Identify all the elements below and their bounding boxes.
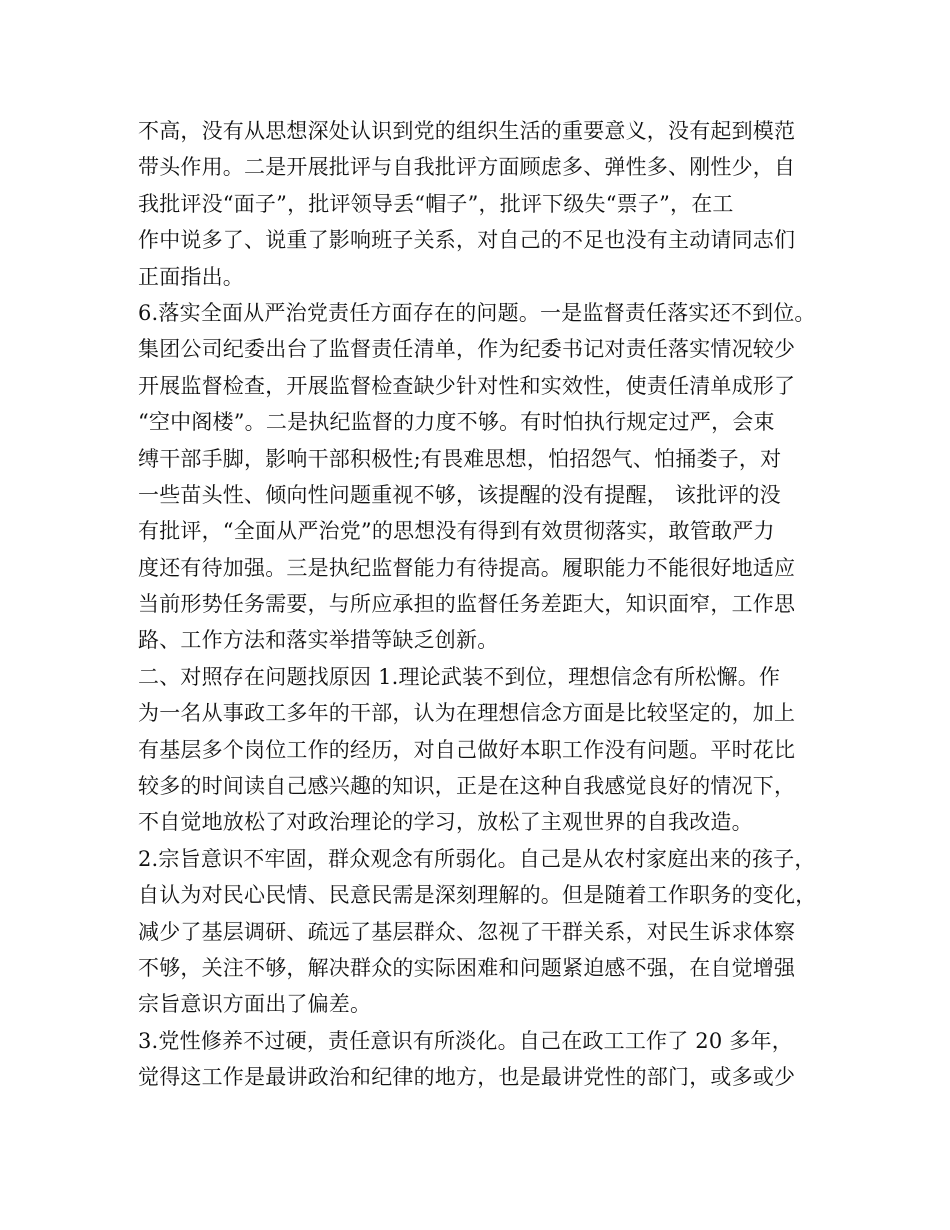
text-line: 宗旨意识方面出了偏差。: [138, 992, 372, 1017]
text-line: 二、对照存在问题找原因 1.理论武装不到位，理想信念有所松懈。作: [138, 664, 781, 689]
text-line: 集团公司纪委出台了监督责任清单，作为纪委书记对责任落实情况较少: [138, 337, 796, 362]
text-line: 带头作用。二是开展批评与自我批评方面顾虑多、弹性多、刚性少，自: [138, 155, 796, 180]
text-line: 开展监督检查，开展监督检查缺少针对性和实效性，使责任清单成形了: [138, 373, 796, 398]
text-line: 度还有待加强。三是执纪监督能力有待提高。履职能力不能很好地适应: [138, 555, 796, 580]
document-body: [138, 113, 828, 1096]
text-line: 减少了基层调研、疏远了基层群众、忽视了干群关系，对民生诉求体察: [138, 919, 796, 944]
text-line: 当前形势任务需要，与所应承担的监督任务差距大，知识面窄，工作思: [138, 592, 796, 617]
text-line: 有基层多个岗位工作的经历，对自己做好本职工作没有问题。平时花比: [138, 737, 796, 762]
text-line: 一些苗头性、倾向性问题重视不够，该提醒的没有提醒， 该批评的没: [138, 482, 781, 507]
text-line: 自认为对民心民情、民意民需是深刻理解的。但是随着工作职务的变化，: [138, 883, 817, 908]
text-line: 路、工作方法和落实举措等缺乏创新。: [138, 628, 499, 653]
text-line: 有批评，“全面从严治党”的思想没有得到有效贯彻落实，敢管敢严力: [138, 519, 775, 544]
text-line: 作中说多了、说重了影响班子关系，对自己的不足也没有主动请同志们: [138, 228, 796, 253]
text-line: 我批评没“面子”，批评领导丢“帽子”，批评下级失“票子”，在工: [138, 191, 734, 216]
text-line: 觉得这工作是最讲政治和纪律的地方，也是最讲党性的部门，或多或少: [138, 1065, 796, 1090]
text-line: 不高，没有从思想深处认识到党的组织生活的重要意义，没有起到模范: [138, 119, 796, 143]
text-line: 较多的时间读自己感兴趣的知识，正是在这种自我感觉良好的情况下，: [138, 774, 796, 799]
text-line: 不够，关注不够，解决群众的实际困难和问题紧迫感不强，在自觉增强: [138, 955, 796, 980]
text-line: 缚干部手脚，影响干部积极性;有畏难思想，怕招怨气、怕捅娄子，对: [138, 446, 782, 471]
text-line: 为一名从事政工多年的干部，认为在理想信念方面是比较坚定的，加上: [138, 701, 796, 726]
text-line: 2.宗旨意识不牢固，群众观念有所弱化。自己是从农村家庭出来的孩子，: [138, 846, 816, 871]
text-line: 正面指出。: [138, 264, 244, 289]
text-line: “空中阁楼”。二是执纪监督的力度不够。有时怕执行规定过严，会束: [138, 410, 775, 435]
text-line: 3.党性修养不过硬，责任意识有所淡化。自己在政工工作了 20 多年，: [138, 1028, 793, 1053]
text-line: 6.落实全面从严治党责任方面存在的问题。一是监督责任落实还不到位。: [138, 300, 816, 325]
text-line: 不自觉地放松了对政治理论的学习，放松了主观世界的自我改造。: [138, 810, 753, 835]
